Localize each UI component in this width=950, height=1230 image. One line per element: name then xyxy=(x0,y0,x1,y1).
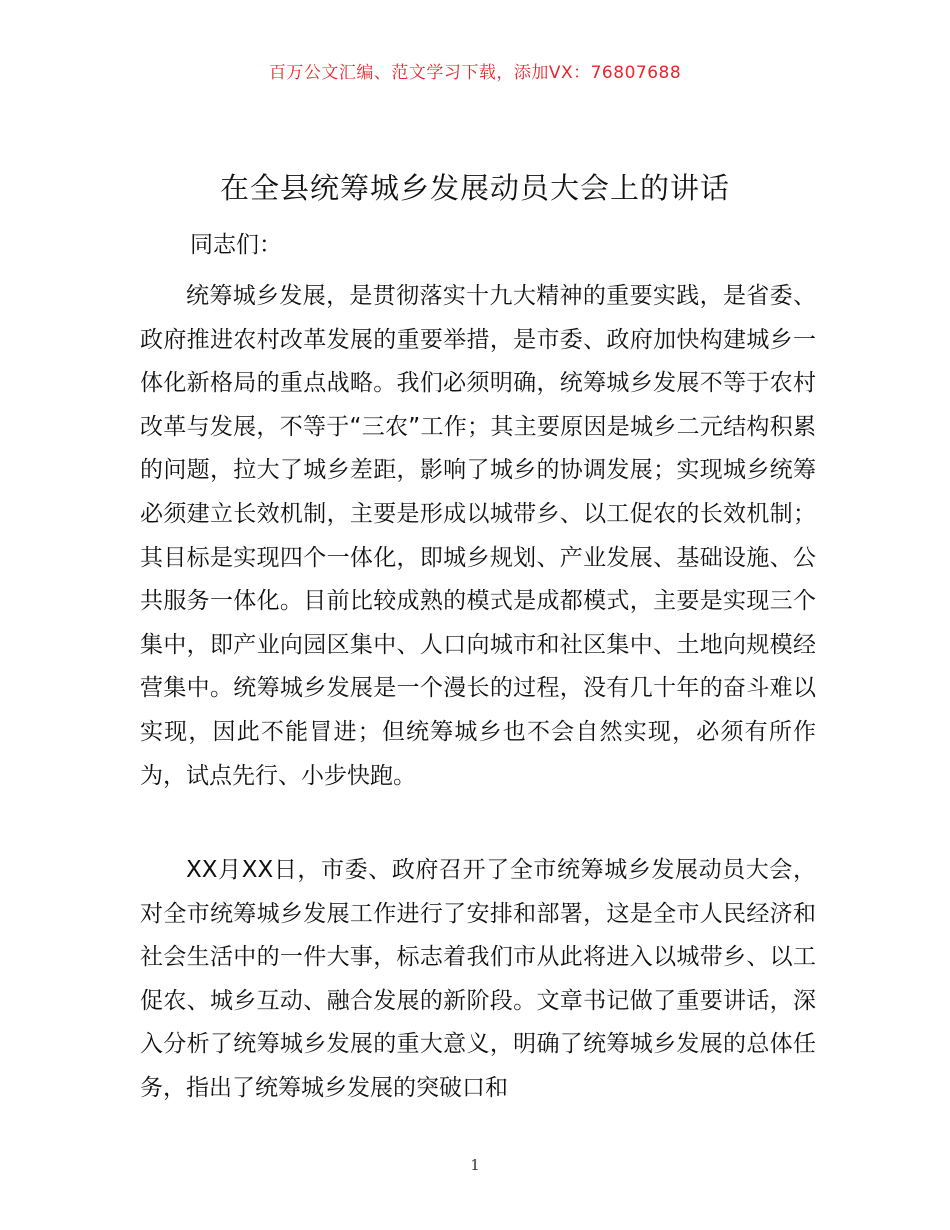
paragraph-1: 统筹城乡发展，是贯彻落实十九大精神的重要实践，是省委、政府推进农村改革发展的重要举措，是市委、政府加快构建城乡一体化新格局的重点战略。我们必须明确，统筹城乡发展不等于农村改革与发展，不等于“三农”工作；其主要原因是城乡二元结构积累的问题，拉大了城乡差距，影响了城乡的协调发展；实现城乡统筹必须建立长效机制，主要是形成以城带乡、以工促农的长效机制；其目标是实现四个一体化，即城乡规划、产业发展、基础设施、公共服务一体化。目前比较成熟的模式是成都模式，主要是实现三个集中，即产业向园区集中、人口向城市和社区集中、土地向规模经营集中。统筹城乡发展是一个漫长的过程，没有几十年的奋斗难以实现，因此不能冒进；但统筹城乡也不会自然实现，必须有所作为，试点先行、小步快跑。 xyxy=(140,283,816,789)
paragraph-2: XX月XX日，市委、政府召开了全市统筹城乡发展动员大会，对全市统筹城乡发展工作进行了安排和部署，这是全市人民经济和社会生活中的一件大事，标志着我们市从此将进入以城带乡、以工促农、城乡互动、融合发展的新阶段。文章书记做了重要讲话，深入分析了统筹城乡发展的重大意义，明确了统筹城乡发展的总体任务，指出了统筹城乡发展的突破口和 xyxy=(140,857,816,1101)
document-title: 在全县统筹城乡发展动员大会上的讲话 xyxy=(219,171,730,205)
watermark-header: 百万公文汇编、范文学习下载，添加VX：76807688 xyxy=(268,63,682,83)
salutation: 同志们： xyxy=(190,232,282,258)
page-number: 1 xyxy=(470,1156,480,1174)
